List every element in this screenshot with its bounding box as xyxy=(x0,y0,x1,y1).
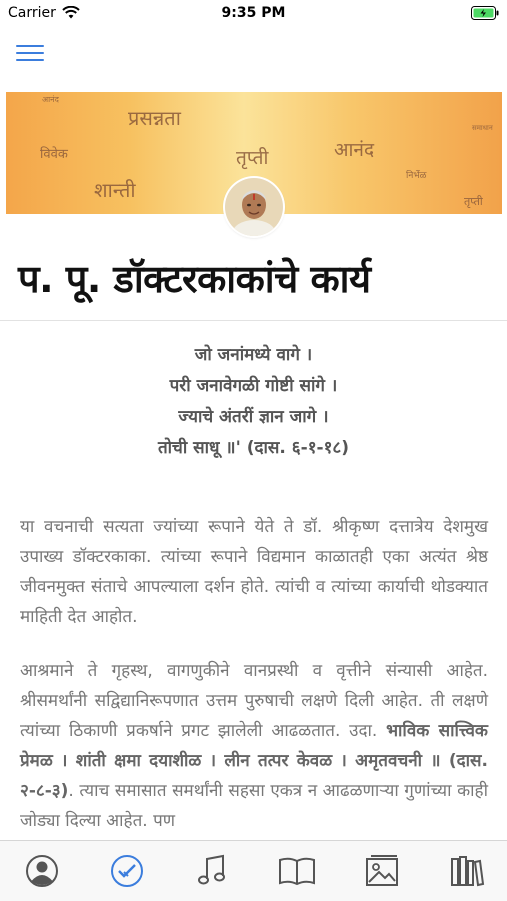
banner-word: तृप्ती xyxy=(464,195,483,208)
menu-bar xyxy=(16,59,44,61)
paragraph-text: आश्रमाने ते गृहस्थ, वागणुकीने वानप्रस्थी व वृत्तीने संन्यासी आहेत. श्रीसमर्थांनी सद्विद्यानिरूपणात उत्तम पुरुषाची लक्षणे दिली आहेत. ती लक्षणे त्यांच्या ठिकाणी प्रकर्षाने प्रगट झालेली आढळतात. उदा. xyxy=(20,661,488,741)
menu-button[interactable] xyxy=(14,41,46,65)
verse-line: तोची साधू ॥' (दास. ६-१-१८) xyxy=(157,438,350,458)
verse-line: जो जनांमध्ये वागे । xyxy=(194,345,313,365)
verse-line: परी जनावेगळी गोष्टी सांगे । xyxy=(169,376,338,396)
carrier-label: Carrier xyxy=(8,5,56,21)
banner-word: तृप्ती xyxy=(236,147,269,169)
clock: 9:35 PM xyxy=(221,5,286,21)
avatar xyxy=(225,178,283,236)
battery-icon xyxy=(471,6,499,20)
paragraph-bold-text: भाविक सात्त्विक प्रेमळ । शांती क्षमा दयाशीळ । लीन तत्पर केवळ । अमृतवचनी ॥ (दास. २-८-३) xyxy=(20,721,488,801)
portrait-image xyxy=(225,178,283,236)
check-circle-icon[interactable] xyxy=(107,851,147,891)
banner-word: विवेक xyxy=(40,147,68,162)
paragraph: या वचनाची सत्यता ज्यांच्या रूपाने येते ते डॉ. श्रीकृष्ण दत्तात्रेय देशमुख उपाख्य डॉक्टरकाका. त्यांच्या रूपाने विद्यमान काळातही एका अत्यंत श्रेष्ठ जीवनमुक्त संताचे आपल्याला दर्शन होते. त्यांची व त्यांच्या कार्याची थोडक्यात माहिती देत आहोत. xyxy=(20,517,488,627)
tab-bar xyxy=(0,840,507,901)
paragraph-text: . त्याच समासात समर्थांनी सहसा एकत्र न आढळणाऱ्या गुणांच्या काही जोड्या दिल्या आहेत. पण xyxy=(20,781,488,831)
library-icon[interactable] xyxy=(447,851,487,891)
book-icon[interactable] xyxy=(277,851,317,891)
banner-word: आनंद xyxy=(42,95,59,104)
gallery-icon[interactable] xyxy=(362,851,402,891)
menu-bar xyxy=(16,52,44,54)
paragraph xyxy=(20,656,488,836)
verse-block xyxy=(0,340,507,464)
profile-icon[interactable] xyxy=(22,851,62,891)
menu-bar xyxy=(16,45,44,47)
music-icon[interactable] xyxy=(192,851,232,891)
banner-word: प्रसन्नता xyxy=(128,106,181,130)
verse-line: ज्याचे अंतरीं ज्ञान जागे । xyxy=(178,407,329,427)
banner-word: आनंद xyxy=(334,139,375,161)
divider xyxy=(0,320,507,321)
banner-word: शान्ती xyxy=(94,178,136,202)
page-title: प. पू. डॉक्टरकाकांचे कार्य xyxy=(18,257,371,301)
status-bar xyxy=(0,0,507,28)
banner-word: समाधान xyxy=(472,124,493,132)
banner-word: निर्भेळ xyxy=(406,171,427,181)
